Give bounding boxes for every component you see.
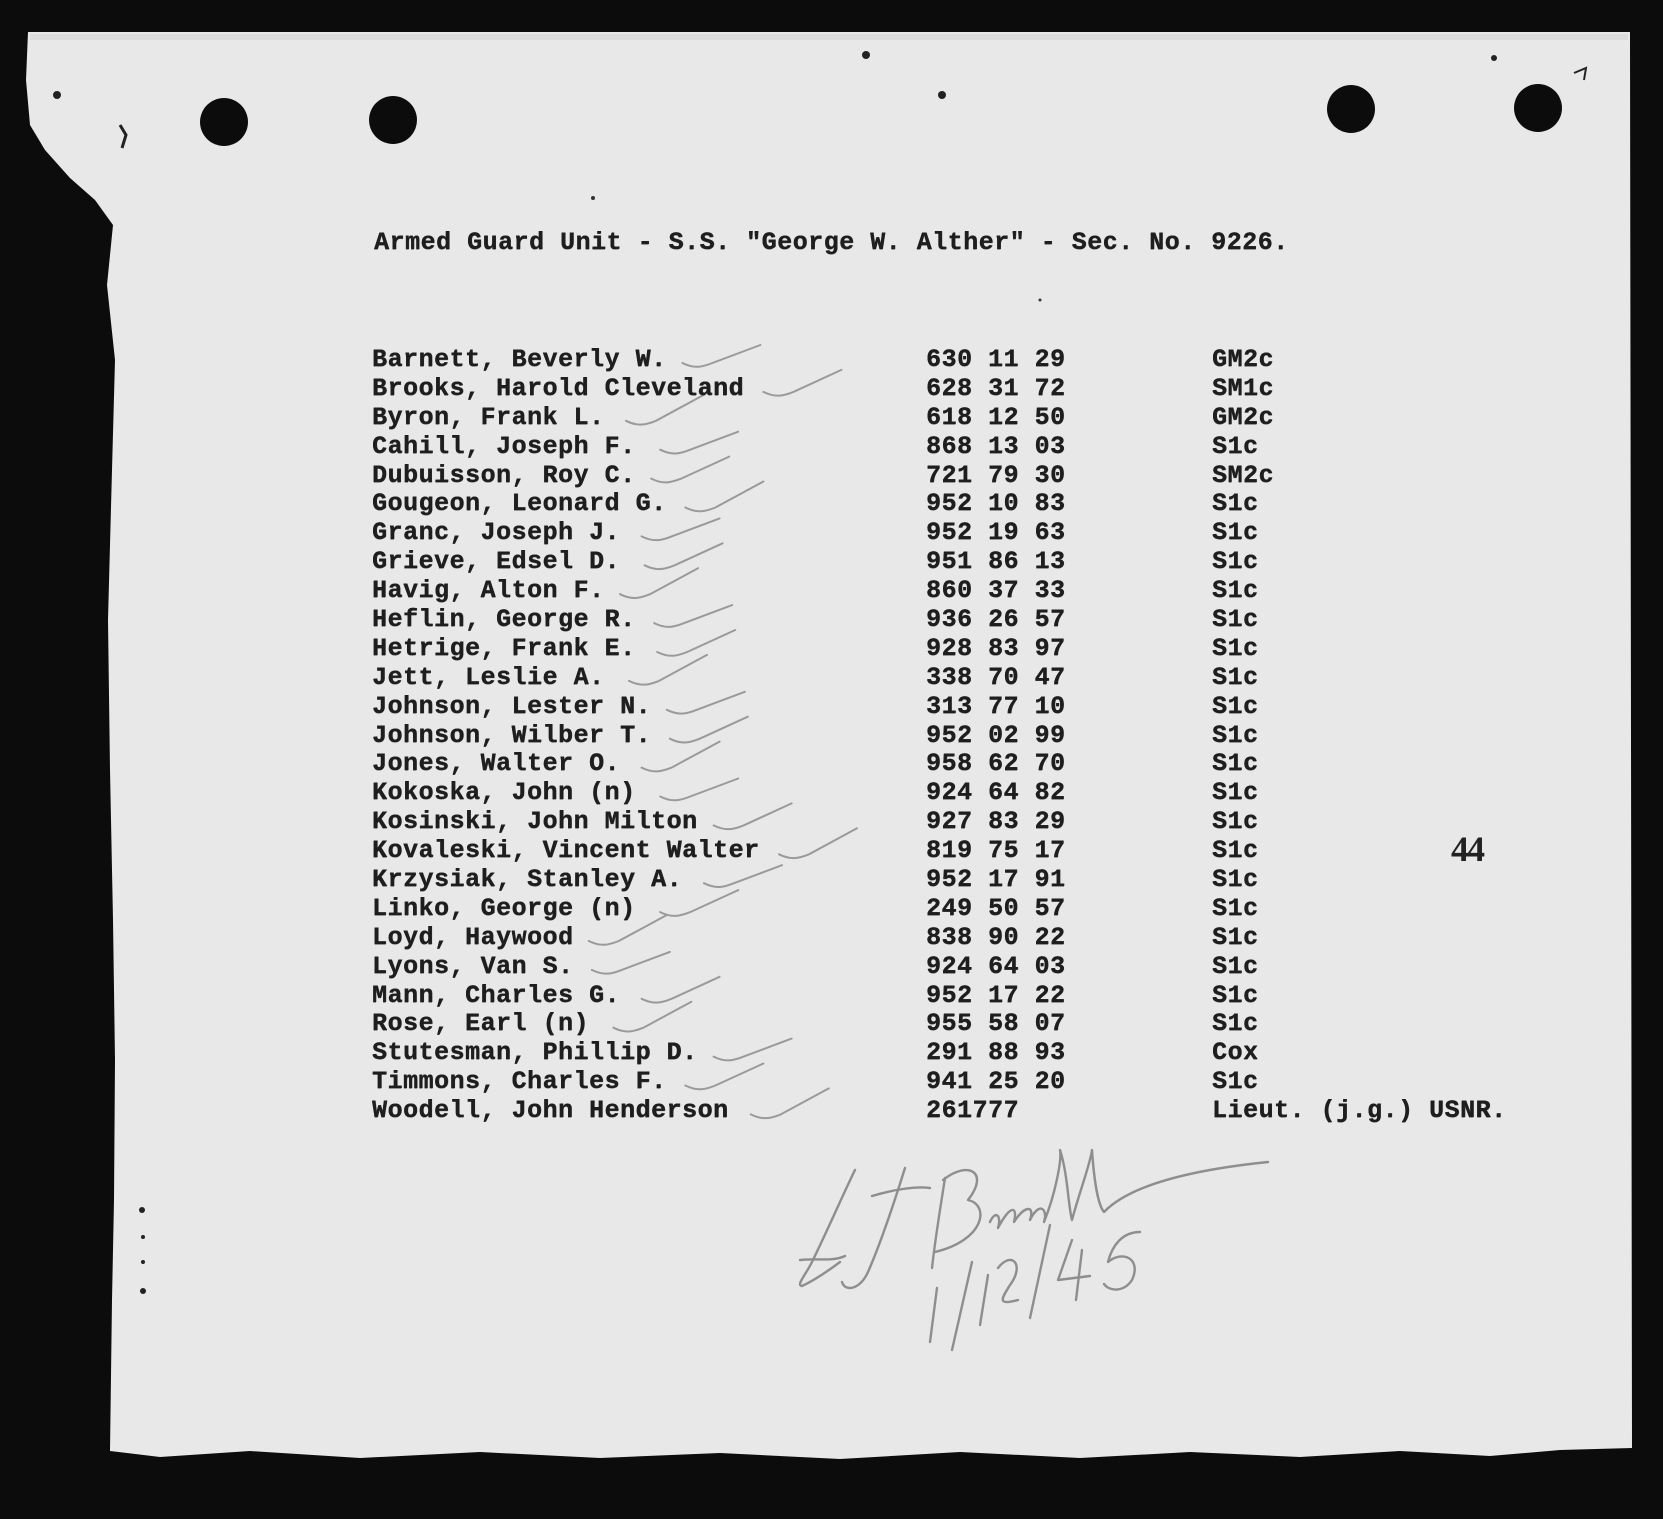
service-number: 291 88 93 (926, 1038, 1066, 1068)
crew-name: Jett, Leslie A. (372, 662, 605, 692)
service-number: 249 50 57 (926, 893, 1066, 923)
rating: S1c (1212, 547, 1259, 577)
punch-hole (1327, 85, 1375, 133)
crew-name: Granc, Joseph J. (372, 518, 621, 548)
rating: S1c (1212, 980, 1259, 1010)
service-number: 261777 (926, 1096, 1020, 1126)
service-number: 951 86 13 (926, 547, 1066, 577)
punch-hole (200, 98, 248, 146)
crew-name: Woodell, John Henderson (372, 1096, 729, 1126)
rating: S1c (1212, 576, 1259, 606)
service-number: 952 17 22 (926, 980, 1066, 1010)
service-number: 952 02 99 (926, 720, 1066, 750)
crew-name: Havig, Alton F. (372, 576, 605, 606)
service-number: 952 17 91 (926, 865, 1066, 895)
rating: S1c (1212, 807, 1259, 837)
crew-name: Stutesman, Phillip D. (372, 1038, 698, 1068)
service-number: 819 75 17 (926, 836, 1066, 866)
crew-name: Heflin, George R. (372, 605, 636, 635)
rating: SM1c (1212, 373, 1275, 403)
service-number: 924 64 03 (926, 951, 1066, 981)
rating: S1c (1212, 922, 1259, 952)
document-heading: Armed Guard Unit - S.S. "George W. Alther" - Sec. No. 9226. (374, 228, 1289, 257)
crew-name: Grieve, Edsel D. (372, 547, 621, 577)
sheet-number: 44 (1451, 829, 1483, 869)
crew-name: Byron, Frank L. (372, 402, 605, 432)
crew-name: Kosinski, John Milton (372, 807, 698, 837)
crew-name: Kovaleski, Vincent Walter (372, 836, 760, 866)
crew-name: Lyons, Van S. (372, 951, 574, 981)
crew-name: Loyd, Haywood (372, 922, 574, 952)
rating: GM2c (1212, 402, 1275, 432)
rating: S1c (1212, 691, 1259, 721)
service-number: 928 83 97 (926, 633, 1066, 663)
rating: S1c (1212, 749, 1259, 779)
rating: SM2c (1212, 460, 1275, 490)
service-number: 952 10 83 (926, 489, 1066, 519)
punch-hole (369, 96, 417, 144)
service-number: 628 31 72 (926, 373, 1066, 403)
crew-name: Mann, Charles G. (372, 980, 621, 1010)
service-number: 941 25 20 (926, 1067, 1066, 1097)
service-number: 721 79 30 (926, 460, 1066, 490)
rating: S1c (1212, 662, 1259, 692)
service-number: 838 90 22 (926, 922, 1066, 952)
service-number: 338 70 47 (926, 662, 1066, 692)
rating: S1c (1212, 893, 1259, 923)
service-number: 618 12 50 (926, 402, 1066, 432)
service-number: 630 11 29 (926, 345, 1066, 374)
crew-name: Rose, Earl (n) (372, 1009, 590, 1039)
rating: S1c (1212, 865, 1259, 895)
crew-name: Gougeon, Leonard G. (372, 489, 667, 519)
rating: S1c (1212, 431, 1259, 461)
service-number: 313 77 10 (926, 691, 1066, 721)
rating: S1c (1212, 633, 1259, 663)
crew-name: Barnett, Beverly W. (372, 345, 667, 374)
crew-name: Krzysiak, Stanley A. (372, 865, 683, 895)
rating: S1c (1212, 489, 1259, 519)
crew-name: Johnson, Wilber T. (372, 720, 652, 750)
crew-name: Jones, Walter O. (372, 749, 621, 779)
rating: S1c (1212, 605, 1259, 635)
rating: S1c (1212, 836, 1259, 866)
rating: GM2c (1212, 345, 1275, 374)
rating: S1c (1212, 951, 1259, 981)
crew-name: Timmons, Charles F. (372, 1067, 667, 1097)
rating: S1c (1212, 1009, 1259, 1039)
punch-hole (1514, 84, 1562, 132)
crew-name: Johnson, Lester N. (372, 691, 652, 721)
rating: S1c (1212, 518, 1259, 548)
service-number: 952 19 63 (926, 518, 1066, 548)
rating: S1c (1212, 1067, 1259, 1097)
crew-name: Cahill, Joseph F. (372, 431, 636, 461)
rating: Lieut. (j.g.) USNR. (1212, 1096, 1507, 1126)
crew-name: Brooks, Harold Cleveland (372, 373, 745, 403)
rating: S1c (1212, 778, 1259, 808)
service-number: 924 64 82 (926, 778, 1066, 808)
crew-name: Hetrige, Frank E. (372, 633, 636, 663)
service-number: 860 37 33 (926, 576, 1066, 606)
service-number: 927 83 29 (926, 807, 1066, 837)
service-number: 936 26 57 (926, 605, 1066, 635)
rating: S1c (1212, 720, 1259, 750)
crew-name: Linko, George (n) (372, 893, 636, 923)
rating: Cox (1212, 1038, 1259, 1068)
service-number: 868 13 03 (926, 431, 1066, 461)
service-number: 958 62 70 (926, 749, 1066, 779)
crew-name: Dubuisson, Roy C. (372, 460, 636, 490)
crew-name: Kokoska, John (n) (372, 778, 636, 808)
service-number: 955 58 07 (926, 1009, 1066, 1039)
